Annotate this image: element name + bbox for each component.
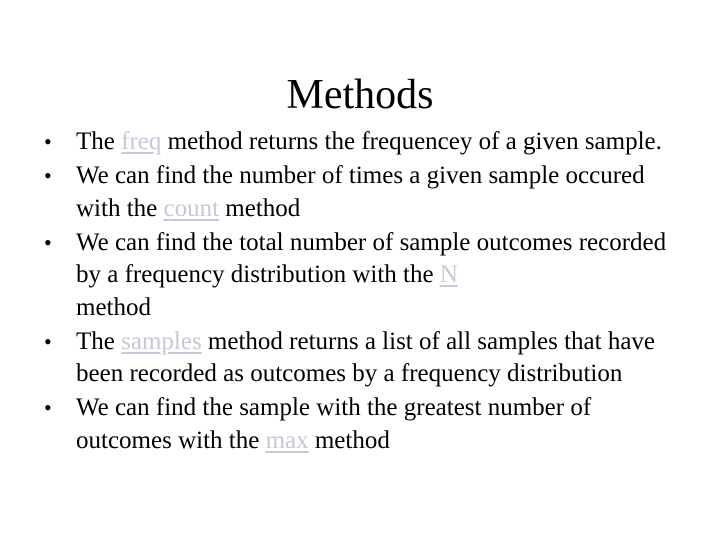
bullet-text-before: We can find the number of times a given sample occured with the — [76, 162, 645, 222]
bullet-text-before: The — [76, 327, 122, 355]
bullet-dot-icon: • — [44, 328, 52, 354]
bullet-text-before: We can find the sample with the greatest number of outcomes with the — [76, 394, 592, 454]
bullet-list — [40, 126, 680, 459]
bullet-text-after: method — [76, 293, 151, 321]
bullet-text-after: method returns a list of all samples that have been recorded as outcomes by a frequency distribution — [76, 327, 656, 387]
bullet-text-after: method — [308, 426, 390, 454]
count-method-link[interactable]: count — [163, 194, 220, 222]
max-method-link[interactable]: max — [265, 426, 309, 454]
bullet-dot-icon: • — [44, 129, 52, 154]
bullet-text-before: We can find the total number of sample outcomes recorded by a frequency distribution with the — [76, 228, 667, 288]
bullet-item-freq — [40, 126, 680, 159]
bullet-text-after: method returns the frequencey of a given sample. — [161, 128, 662, 155]
bullet-item-max — [40, 392, 680, 457]
bullet-dot-icon: • — [44, 163, 52, 188]
bullet-item-n — [40, 227, 680, 325]
freq-method-link[interactable]: freq — [121, 128, 162, 155]
bullet-dot-icon: • — [44, 395, 52, 420]
samples-method-link[interactable]: samples — [121, 327, 202, 355]
n-method-link[interactable]: N — [439, 261, 458, 288]
bullet-dot-icon: • — [44, 229, 52, 255]
bullet-text-after: method — [219, 194, 301, 222]
bullet-item-samples — [40, 326, 680, 391]
bullet-text-before: The — [76, 128, 122, 155]
bullet-item-count — [40, 160, 680, 225]
slide-title: Methods — [286, 72, 434, 118]
